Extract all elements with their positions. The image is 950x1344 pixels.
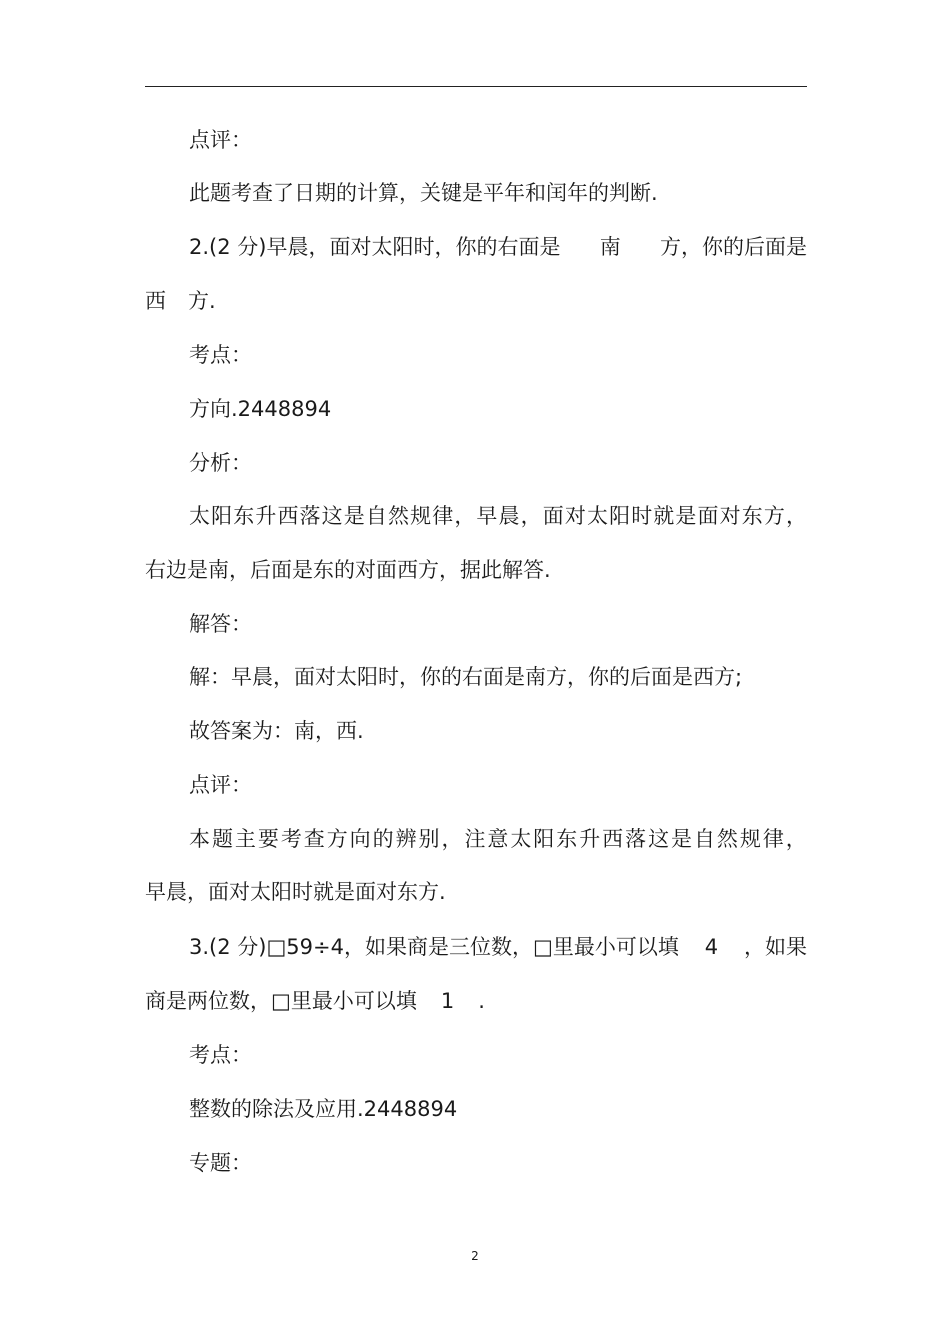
justified-char: 题 xyxy=(211,827,233,851)
justified-char: 这 xyxy=(648,827,670,851)
knowledge-label: 考点： xyxy=(189,343,252,367)
justified-char: 是 xyxy=(671,827,693,851)
question-3-answer-2: 1 xyxy=(440,989,455,1013)
question-2-middle: 方，你的后面是 xyxy=(660,235,807,259)
justified-char: 东 xyxy=(556,827,578,851)
justified-char: 阳 xyxy=(211,504,233,528)
justified-char: 阳 xyxy=(609,504,631,528)
knowledge-2-label: 考点： xyxy=(189,1043,252,1067)
justified-char: 这 xyxy=(321,504,343,528)
analysis-line-1 xyxy=(189,502,807,530)
question-3-line-2-prefix: 商是两位数，□里最小可以填 xyxy=(145,989,417,1013)
justified-char: ， xyxy=(785,504,807,528)
justified-char: 太 xyxy=(586,504,608,528)
justified-char: 别 xyxy=(418,827,440,851)
justified-char: 主 xyxy=(234,827,256,851)
justified-char: 本 xyxy=(189,827,210,851)
justified-char: ， xyxy=(785,827,807,851)
justified-char: 太 xyxy=(189,504,210,528)
question-2-suffix: 方. xyxy=(188,289,216,313)
justified-char: 面 xyxy=(542,504,564,528)
justified-char: 向 xyxy=(349,827,371,851)
justified-char: 规 xyxy=(739,827,761,851)
question-3-prefix: 3.(2 分)□59÷4，如果商是三位数，□里最小可以填 xyxy=(189,935,679,959)
justified-char: 自 xyxy=(693,827,715,851)
justified-char: 律 xyxy=(432,504,454,528)
solution-text: 解：早晨，面对太阳时，你的右面是南方，你的后面是西方; xyxy=(189,665,743,689)
knowledge-2-text: 整数的除法及应用.2448894 xyxy=(189,1097,458,1121)
justified-char: 面 xyxy=(697,504,719,528)
question-2-answer-1: 南 xyxy=(599,235,621,259)
justified-char: 升 xyxy=(255,504,277,528)
comment-text: 此题考查了日期的计算，关键是平年和闰年的判断. xyxy=(189,181,658,205)
question-3-line-2 xyxy=(145,987,807,1015)
justified-char: 考 xyxy=(280,827,302,851)
question-3-middle: ，如果 xyxy=(743,935,807,959)
justified-char: ， xyxy=(441,827,463,851)
comment-2-line-1 xyxy=(189,825,807,853)
justified-char: 律 xyxy=(762,827,784,851)
question-3-suffix: . xyxy=(478,989,485,1013)
justified-char: 自 xyxy=(365,504,387,528)
justified-char: 西 xyxy=(602,827,624,851)
justified-char: 对 xyxy=(719,504,741,528)
justified-char: 然 xyxy=(387,504,409,528)
justified-char: 东 xyxy=(741,504,763,528)
comment-label: 点评： xyxy=(189,128,252,152)
justified-char: 的 xyxy=(372,827,394,851)
justified-char: 就 xyxy=(653,504,675,528)
comment-2-line-2: 早晨，面对太阳时就是面对东方. xyxy=(145,880,446,904)
justified-char: 落 xyxy=(299,504,321,528)
justified-char: 注 xyxy=(464,827,486,851)
question-3-answer-1: 4 xyxy=(704,935,719,959)
answer-text: 故答案为：南，西. xyxy=(189,719,364,743)
justified-char: 是 xyxy=(343,504,365,528)
justified-char: 意 xyxy=(487,827,509,851)
question-2-answer-2: 西 xyxy=(145,289,166,313)
justified-char: 太 xyxy=(510,827,532,851)
justified-char: 阳 xyxy=(533,827,555,851)
justified-char: ， xyxy=(520,504,542,528)
justified-char: 早 xyxy=(476,504,498,528)
comment-2-label: 点评： xyxy=(189,773,252,797)
justified-char: 查 xyxy=(303,827,325,851)
justified-char: 对 xyxy=(564,504,586,528)
analysis-label: 分析： xyxy=(189,451,252,475)
topic-label: 专题： xyxy=(189,1151,252,1175)
question-2-line-1 xyxy=(189,233,807,261)
justified-char: 升 xyxy=(579,827,601,851)
page-number: 2 xyxy=(471,1249,479,1263)
justified-char: 是 xyxy=(675,504,697,528)
justified-char: 时 xyxy=(631,504,653,528)
justified-char: ， xyxy=(454,504,476,528)
knowledge-text: 方向.2448894 xyxy=(189,397,332,421)
question-3-line-1 xyxy=(189,933,807,961)
justified-char: 西 xyxy=(277,504,299,528)
justified-char: 辨 xyxy=(395,827,417,851)
justified-char: 要 xyxy=(257,827,279,851)
justified-char: 落 xyxy=(625,827,647,851)
question-2-prefix: 2.(2 分)早晨，面对太阳时，你的右面是 xyxy=(189,235,561,259)
header-rule xyxy=(145,86,807,87)
solution-label: 解答： xyxy=(189,612,252,636)
justified-char: 方 xyxy=(326,827,348,851)
justified-char: 东 xyxy=(233,504,255,528)
justified-char: 晨 xyxy=(498,504,520,528)
justified-char: 规 xyxy=(410,504,432,528)
justified-char: 方 xyxy=(763,504,785,528)
analysis-line-2: 右边是南，后面是东的对面西方，据此解答. xyxy=(145,558,551,582)
justified-char: 然 xyxy=(716,827,738,851)
question-2-line-2 xyxy=(145,287,807,315)
